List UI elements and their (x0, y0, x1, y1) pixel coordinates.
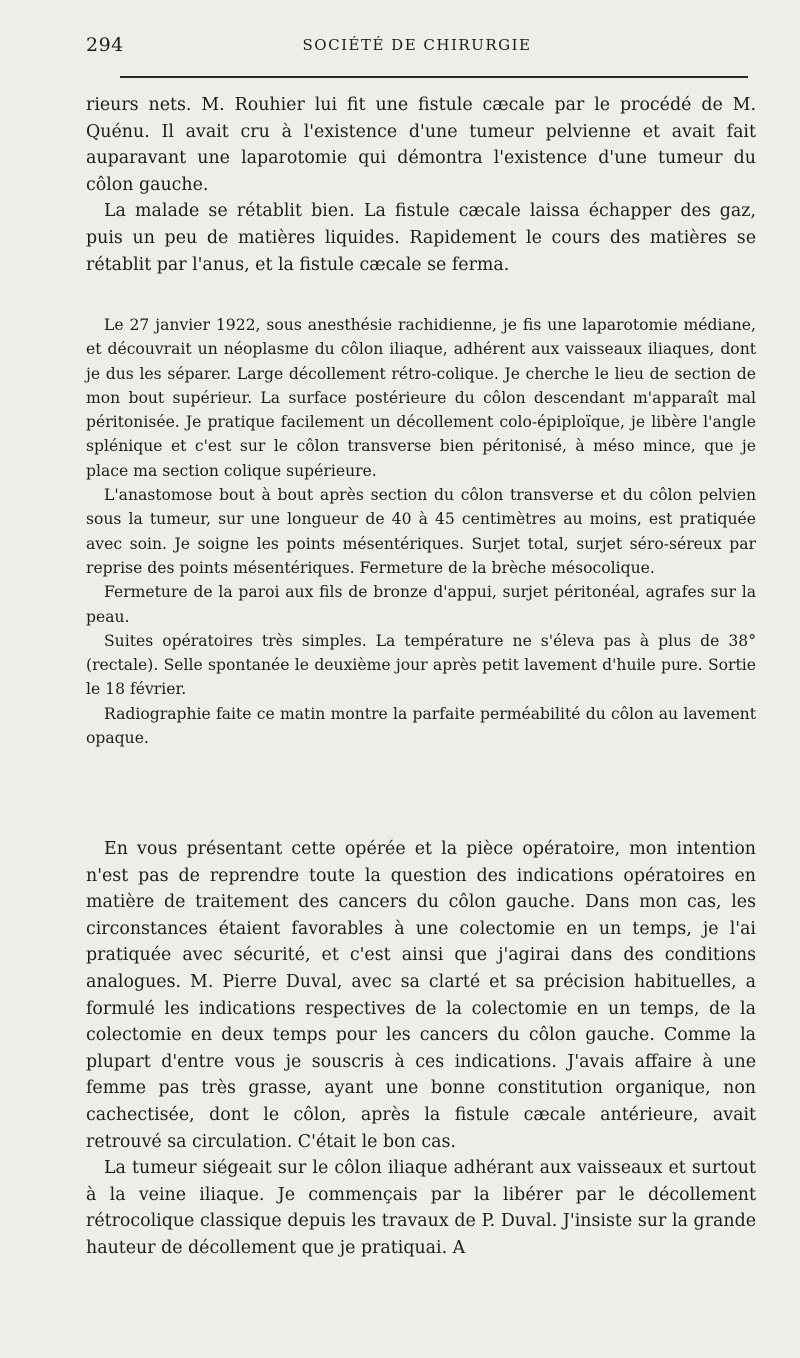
paragraph: Fermeture de la paroi aux fils de bronze d'appui, surjet péritonéal, agrafes sur la peau. (86, 583, 756, 626)
discussion-block (86, 836, 756, 1262)
paragraph: Le 27 janvier 1922, sous anesthésie rachidienne, je fis une laparotomie médiane, et découvrait un néoplasme du côlon iliaque, adhérent aux vaisseaux iliaques, dont je dus les séparer. Large décollement rétro-colique. Je cherche le lieu de section de mon bout supérieur. La surface postérieure du côlon descendant m'apparaît mal péritonisée. Je pratique facilement un décollement colo-épiploïque, je libère l'angle splénique et c'est sur le côlon transverse bien péritonisé, à méso mince, que je place ma section colique supérieure. (86, 316, 756, 480)
case-report-block (86, 313, 756, 750)
paragraph: rieurs nets. M. Rouhier lui fit une fistule cæcale par le procédé de M. Quénu. Il avait cru à l'existence d'une tumeur pelvienne et avait fait auparavant une laparotomie qui démontra l'existence d'une tumeur du côlon gauche. (86, 95, 756, 195)
top-text-block (86, 92, 756, 278)
page-header (86, 34, 748, 64)
running-title: SOCIÉTÉ DE CHIRURGIE (302, 36, 532, 54)
page-number: 294 (86, 34, 124, 56)
paragraph: L'anastomose bout à bout après section du côlon transverse et du côlon pelvien sous la tumeur, sur une longueur de 40 à 45 centimètres au moins, est pratiquée avec soin. Je soigne les points mésentériques. Surjet total, surjet séro-séreux par reprise des points mésentériques. Fermeture de la brèche mésocolique. (86, 486, 756, 577)
paragraph: Radiographie faite ce matin montre la parfaite perméabilité du côlon au lavement opaque. (86, 704, 756, 748)
header-rule (120, 76, 748, 78)
paragraph: Suites opératoires très simples. La température ne s'éleva pas à plus de 38° (rectale). Selle spontanée le deuxième jour après petit lavement d'huile pure. Sortie le 18 février. (86, 631, 756, 699)
paragraph: La malade se rétablit bien. La fistule cæcale laissa échapper des gaz, puis un peu de matières liquides. Rapidement le cours des matières se rétablit par l'anus, et la fistule cæcale se ferma. (86, 201, 756, 275)
paragraph: En vous présentant cette opérée et la pièce opératoire, mon intention n'est pas de reprendre toute la question des indications opératoires en matière de traitement des cancers du côlon gauche. Dans mon cas, les circonstances étaient favorables à une colectomie en un temps, je l'ai pratiquée avec sécurité, et c'est ainsi que j'agirai dans des conditions analogues. M. Pierre Duval, avec sa clarté et sa précision habituelles, a formulé les indications respectives de la colectomie en un temps, de la colectomie en deux temps pour les cancers du côlon gauche. Comme la plupart d'entre vous je souscris à ces indications. J'avais affaire à une femme pas très grasse, ayant une bonne constitution organique, non cachectisée, dont le côlon, après la fistule cæcale antérieure, avait retrouvé sa circulation. C'était le bon cas. (86, 839, 756, 1152)
paragraph: La tumeur siégeait sur le côlon iliaque adhérant aux vaisseaux et surtout à la veine iliaque. Je commençais par la libérer par le décollement rétrocolique classique depuis les travaux de P. Duval. J'insiste sur la grande hauteur de décollement que je pratiquai. A (86, 1158, 756, 1258)
